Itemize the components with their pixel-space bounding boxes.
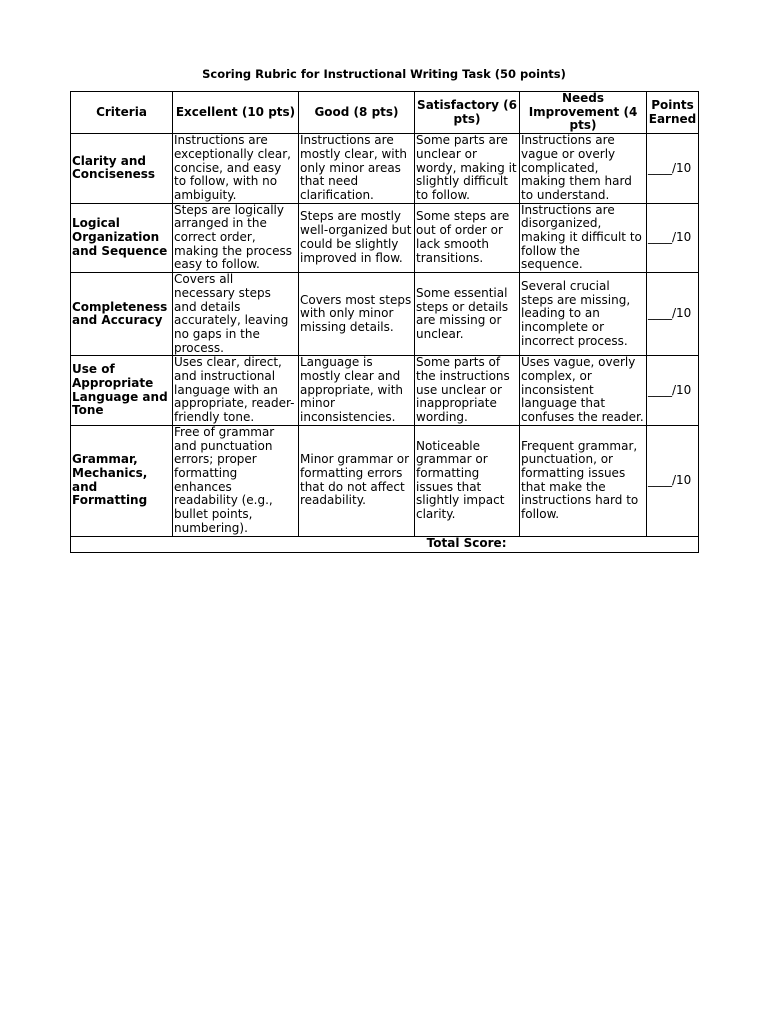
- excellent-cell: Steps are logically arranged in the correct order, making the process easy to follow.: [173, 203, 299, 273]
- criteria-cell: Clarity and Conciseness: [71, 134, 173, 204]
- criteria-cell: Completeness and Accuracy: [71, 273, 173, 356]
- good-cell: Covers most steps with only minor missing details.: [299, 273, 415, 356]
- points-earned-cell: ____/10: [647, 203, 699, 273]
- header-good: Good (8 pts): [299, 92, 415, 134]
- excellent-cell: Instructions are exceptionally clear, concise, and easy to follow, with no ambiguity.: [173, 134, 299, 204]
- good-cell: Minor grammar or formatting errors that do not affect readability.: [299, 425, 415, 536]
- satisfactory-cell: Some parts of the instructions use unclear or inappropriate wording.: [415, 356, 520, 426]
- total-score-label: Total Score:: [71, 536, 647, 552]
- table-row: [71, 134, 699, 204]
- satisfactory-cell: Some parts are unclear or wordy, making it slightly difficult to follow.: [415, 134, 520, 204]
- points-earned-cell: ____/10: [647, 273, 699, 356]
- criteria-cell: Use of Appropriate Language and Tone: [71, 356, 173, 426]
- excellent-cell: Covers all necessary steps and details accurately, leaving no gaps in the process.: [173, 273, 299, 356]
- header-points-earned: Points Earned: [647, 92, 699, 134]
- table-row: [71, 425, 699, 536]
- table-row: [71, 203, 699, 273]
- good-cell: Instructions are mostly clear, with only minor areas that need clarification.: [299, 134, 415, 204]
- needs-improvement-cell: Instructions are disorganized, making it difficult to follow the sequence.: [520, 203, 647, 273]
- points-earned-cell: ____/10: [647, 356, 699, 426]
- header-needs-improvement: Needs Improvement (4 pts): [520, 92, 647, 134]
- total-row: [71, 536, 699, 552]
- needs-improvement-cell: Frequent grammar, punctuation, or formatting issues that make the instructions hard to follow.: [520, 425, 647, 536]
- table-row: [71, 356, 699, 426]
- criteria-cell: Grammar, Mechanics, and Formatting: [71, 425, 173, 536]
- excellent-cell: Free of grammar and punctuation errors; proper formatting enhances readability (e.g., bullet points, numbering).: [173, 425, 299, 536]
- good-cell: Steps are mostly well-organized but could be slightly improved in flow.: [299, 203, 415, 273]
- needs-improvement-cell: Uses vague, overly complex, or inconsistent language that confuses the reader.: [520, 356, 647, 426]
- header-criteria: Criteria: [71, 92, 173, 134]
- scoring-rubric-table: [70, 91, 699, 553]
- points-earned-cell: ____/10: [647, 425, 699, 536]
- needs-improvement-cell: Instructions are vague or overly complicated, making them hard to understand.: [520, 134, 647, 204]
- header-satisfactory: Satisfactory (6 pts): [415, 92, 520, 134]
- points-earned-cell: ____/10: [647, 134, 699, 204]
- satisfactory-cell: Some essential steps or details are missing or unclear.: [415, 273, 520, 356]
- excellent-cell: Uses clear, direct, and instructional language with an appropriate, reader-friendly tone.: [173, 356, 299, 426]
- criteria-cell: Logical Organization and Sequence: [71, 203, 173, 273]
- table-row: [71, 273, 699, 356]
- satisfactory-cell: Noticeable grammar or formatting issues that slightly impact clarity.: [415, 425, 520, 536]
- satisfactory-cell: Some steps are out of order or lack smooth transitions.: [415, 203, 520, 273]
- good-cell: Language is mostly clear and appropriate, with minor inconsistencies.: [299, 356, 415, 426]
- total-score-value: [647, 536, 699, 552]
- header-row: [71, 92, 699, 134]
- needs-improvement-cell: Several crucial steps are missing, leading to an incomplete or incorrect process.: [520, 273, 647, 356]
- header-excellent: Excellent (10 pts): [173, 92, 299, 134]
- document-title: Scoring Rubric for Instructional Writing Task (50 points): [202, 67, 566, 81]
